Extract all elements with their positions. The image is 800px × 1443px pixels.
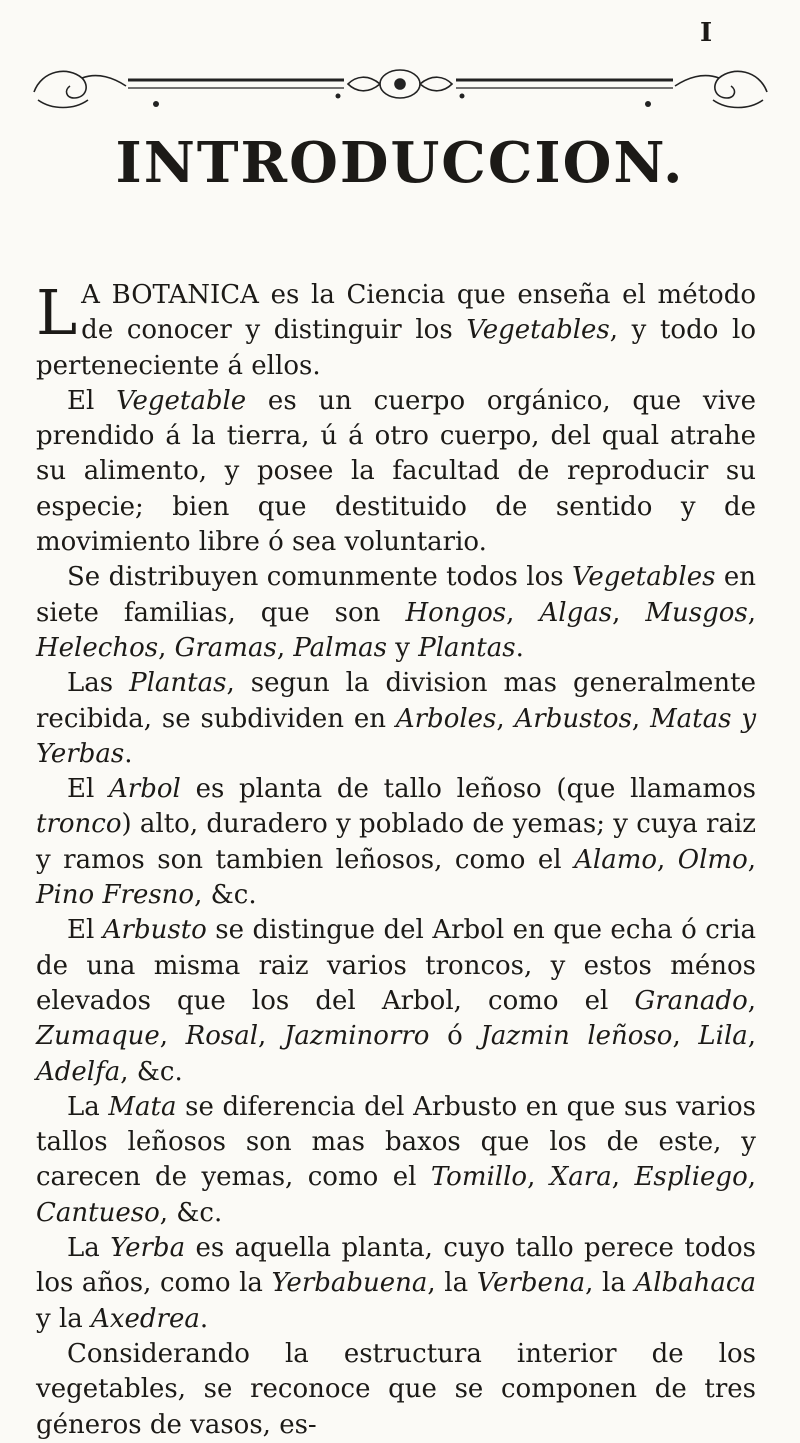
italic-term: Hongos <box>405 597 507 628</box>
text-run: , <box>611 1162 635 1193</box>
italic-term: Olmo <box>677 844 748 875</box>
drop-cap: L <box>36 276 78 349</box>
paragraph <box>36 913 756 1089</box>
text-run: , la <box>585 1268 635 1299</box>
italic-term: Palmas <box>293 632 387 663</box>
text-run: , &c. <box>159 1197 223 1228</box>
italic-term: Matas y Yerbas <box>36 703 757 769</box>
text-run: en siete familias, que son <box>36 562 756 628</box>
italic-term: Arbol <box>109 774 181 805</box>
text-run: , <box>496 703 515 734</box>
italic-term: Vegetable <box>116 385 247 416</box>
italic-term: Alamo <box>574 844 658 875</box>
paragraph <box>36 278 756 384</box>
paragraph <box>36 384 756 560</box>
body-text <box>36 278 756 1443</box>
text-run: y <box>386 632 419 663</box>
text-run: , <box>159 1021 186 1052</box>
text-run: La <box>67 1233 111 1264</box>
italic-term: Vegetables <box>572 562 716 593</box>
italic-term: Axedrea <box>91 1303 200 1334</box>
text-run: , la <box>427 1268 477 1299</box>
page-number: I <box>700 18 713 48</box>
text-run: , <box>612 597 646 628</box>
italic-term: Tomillo <box>430 1162 528 1193</box>
paragraph <box>36 560 756 666</box>
text-run: es un cuerpo orgánico, que vive prendido á la tierra, ú á otro cuerpo, del qual atrahe su alimento, y posee la facultad de reproducir su especie; bien que destituido de sentido y de movimiento libre ó sea voluntario. <box>36 385 756 558</box>
italic-term: Helechos <box>36 632 159 663</box>
text-run: se diferencia del Arbusto en que sus varios tallos leñosos son mas baxos que los de este, y carecen de yemas, como el <box>36 1091 757 1193</box>
italic-term: Jazminorro <box>283 1021 430 1052</box>
text-run: El <box>67 915 103 946</box>
text-run: , segun la division mas generalmente recibida, se subdividen en <box>36 668 756 734</box>
italic-term: Vegetables <box>466 315 610 346</box>
text-run: . <box>515 632 524 663</box>
text-run: , <box>747 597 757 628</box>
italic-term: Pino Fresno <box>36 880 195 911</box>
text-run: , <box>672 1021 699 1052</box>
ornament-header <box>28 52 773 122</box>
italic-term: Arboles <box>395 703 497 734</box>
paragraph <box>36 772 756 913</box>
text-run: , &c. <box>194 880 257 911</box>
text-run: se distingue del Arbol en que echa ó cria de una misma raiz varios troncos, y estos ménos elevados que los del Arbol, como el <box>36 915 757 1016</box>
italic-term: Verbena <box>476 1268 586 1299</box>
text-run: , <box>657 844 678 875</box>
text-run: Considerando la estructura interior de los vegetables, se reconoce que se componen de tres géneros de vasos, es- <box>36 1338 756 1440</box>
text-run: , <box>631 703 651 734</box>
italic-term: Jazmin leñoso <box>480 1021 673 1052</box>
text-run: , <box>506 597 540 628</box>
text-run: El <box>67 385 117 416</box>
italic-term: Arbusto <box>102 915 207 946</box>
text-run: , &c. <box>120 1056 183 1087</box>
text-run: ó <box>429 1021 481 1052</box>
paragraph <box>36 1337 756 1443</box>
text-run: es planta de tallo leñoso (que llamamos <box>180 774 757 805</box>
text-run: , <box>747 1162 756 1193</box>
text-run: A BOTANICA es la Ciencia que enseña el método de conocer y distinguir los <box>81 280 756 346</box>
text-run: ) alto, duradero y poblado de yemas; y cuya raiz y ramos son tambien leñosos, como el <box>36 809 756 875</box>
italic-term: tronco <box>36 809 122 840</box>
text-run: , <box>747 1021 757 1052</box>
text-run: La <box>67 1091 109 1122</box>
italic-term: Algas <box>539 597 613 628</box>
italic-term: Granado <box>634 985 748 1016</box>
italic-term: Lila <box>698 1021 748 1052</box>
text-run: El <box>67 774 110 805</box>
italic-term: Plantas <box>418 632 516 663</box>
text-run: Se distribuyen comunmente todos los <box>67 562 572 593</box>
italic-term: Albahaca <box>634 1268 756 1299</box>
text-run: , y todo lo perteneciente á ellos. <box>36 315 756 381</box>
text-run: , <box>747 844 756 875</box>
paragraph <box>36 1231 756 1337</box>
text-run: . <box>199 1303 209 1334</box>
italic-term: Espliego <box>634 1162 748 1193</box>
page-title: INTRODUCCION. <box>115 130 685 196</box>
text-run: y la <box>36 1303 92 1334</box>
text-run: Las <box>67 668 130 699</box>
text-run: , <box>158 632 175 663</box>
italic-term: Cantueso <box>36 1197 160 1228</box>
text-run: , <box>258 1021 284 1052</box>
italic-term: Plantas <box>129 668 227 699</box>
italic-term: Rosal <box>185 1021 259 1052</box>
italic-term: Yerbabuena <box>271 1268 428 1299</box>
text-run: es aquella planta, cuyo tallo perece todos los años, como la <box>36 1233 757 1299</box>
italic-term: Adelfa <box>36 1056 121 1087</box>
text-run: , <box>527 1162 550 1193</box>
text-run: , <box>276 632 294 663</box>
italic-term: Mata <box>108 1091 177 1122</box>
text-run: . <box>124 738 133 769</box>
text-run: , <box>747 985 756 1016</box>
paragraph <box>36 666 756 772</box>
italic-term: Gramas <box>174 632 277 663</box>
paragraph <box>36 1090 756 1231</box>
italic-term: Yerba <box>110 1233 186 1264</box>
italic-term: Zumaque <box>36 1021 160 1052</box>
italic-term: Musgos <box>645 597 748 628</box>
italic-term: Xara <box>549 1162 612 1193</box>
italic-term: Arbustos <box>514 703 632 734</box>
